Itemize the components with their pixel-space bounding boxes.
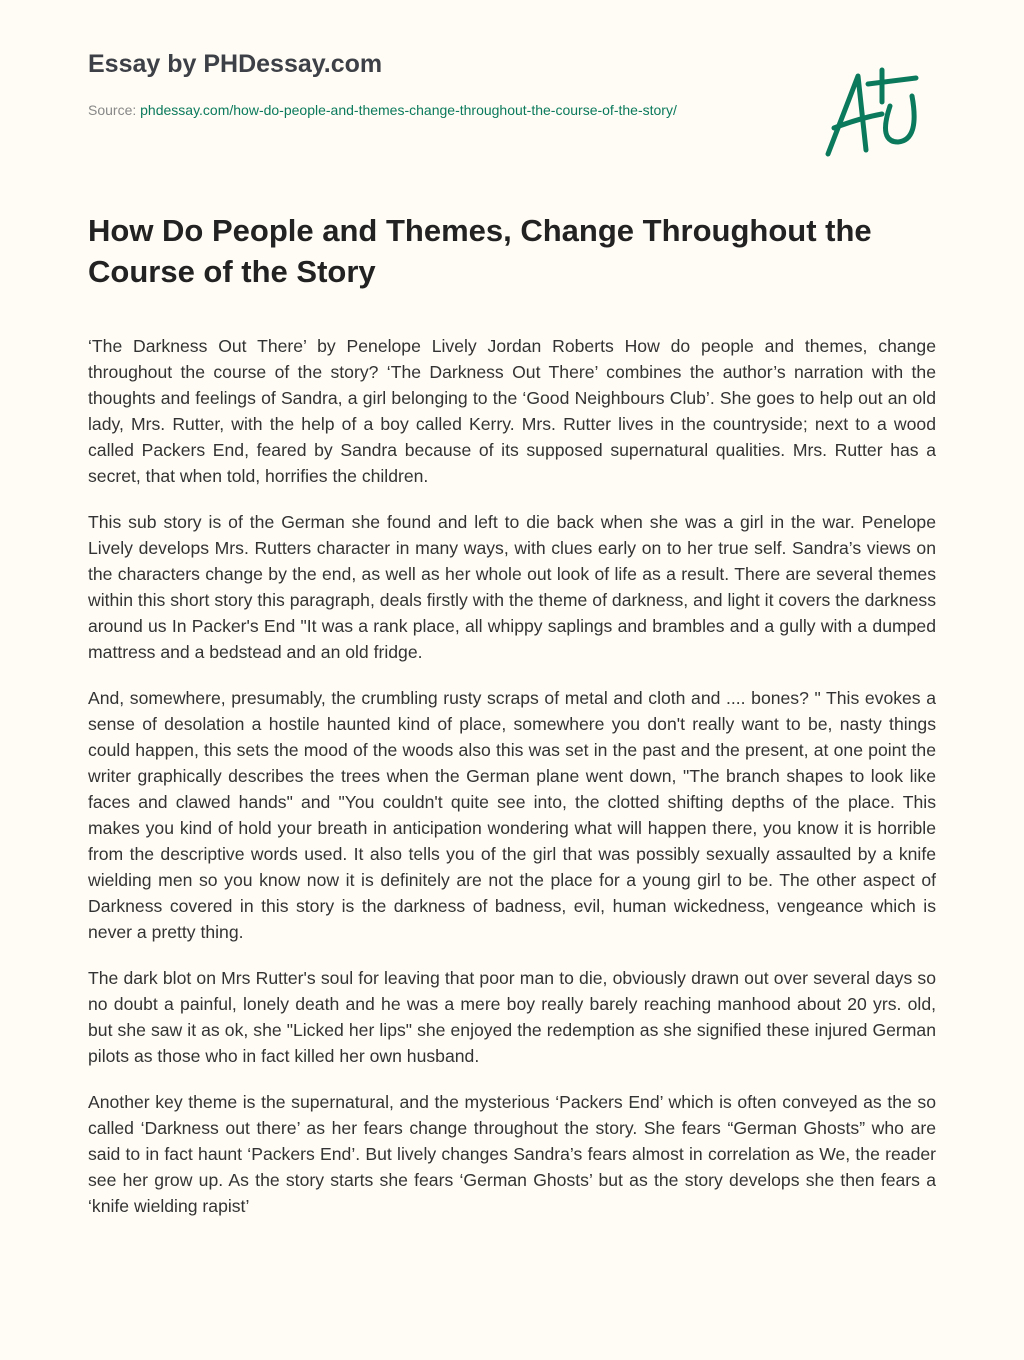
paragraph: Another key theme is the supernatural, and the mysterious ‘Packers End’ which is often conveyed as the so called ‘Darkness out there’ as her fears change throughout the story. She fears “German Ghosts” who are said to in fact haunt ‘Packers End’. But lively changes Sandra’s fears almost in correlation as We, the reader see her grow up. As the story starts she fears ‘German Ghosts’ but as the story develops she then fears a ‘knife wielding rapist’ xyxy=(88,1092,936,1216)
paragraph: And, somewhere, presumably, the crumbling rusty scraps of metal and cloth and .... bones? " This evokes a sense of desolation a hostile haunted kind of place, somewhere you don't really want to be, nasty things could happen, this sets the mood of the woods also this was set in the past and the present, at one point the writer graphically describes the trees when the German plane went down, "The branch shapes to look like faces and clawed hands" and "You couldn't quite see into, the clotted shifting depths of the place. This makes you kind of hold your breath in anticipation wondering what will happen there, you know it is horrible from the descriptive words used. It also tells you of the girl that was possibly sexually assaulted by a knife wielding men so you know now it is definitely are not the place for a young girl to be. The other aspect of Darkness covered in this story is the darkness of badness, evil, human wickedness, vengeance which is never a pretty thing. xyxy=(88,688,936,942)
a-plus-logo-icon xyxy=(820,62,930,162)
source-line xyxy=(88,100,788,121)
essay-body xyxy=(88,333,936,1316)
page-title: How Do People and Themes, Change Throughout the Course of the Story xyxy=(88,213,872,289)
source-link[interactable]: phdessay.com/how-do-people-and-themes-change-throughout-the-course-of-the-story/ xyxy=(140,102,677,118)
paragraph: The dark blot on Mrs Rutter's soul for leaving that poor man to die, obviously drawn out over several days so no doubt a painful, lonely death and he was a mere boy really barely reaching manhood about 20 yrs. old, but she saw it as ok, she "Licked her lips" she enjoyed the redemption as she signified these injured German pilots as those who in fact killed her own husband. xyxy=(88,968,936,1066)
paragraph: ‘The Darkness Out There’ by Penelope Lively Jordan Roberts How do people and themes, change throughout the course of the story? ‘The Darkness Out There’ combines the author’s narration with the thoughts and feelings of Sandra, a girl belonging to the ‘Good Neighbours Club’. She goes to help out an old lady, Mrs. Rutter, with the help of a boy called Kerry. Mrs. Rutter lives in the countryside; next to a wood called Packers End, feared by Sandra because of its supposed supernatural qualities. Mrs. Rutter has a secret, that when told, horrifies the children. xyxy=(88,336,936,486)
source-label: Source: xyxy=(88,102,141,118)
site-brand: Essay by PHDessay.com xyxy=(88,50,383,78)
paragraph: This sub story is of the German she found and left to die back when she was a girl in the war. Penelope Lively develops Mrs. Rutters character in many ways, with clues early on to her true self. Sandra’s views on the characters change by the end, as well as her whole out look of life as a result. There are several themes within this short story this paragraph, deals firstly with the theme of darkness, and light it covers the darkness around us In Packer's End "It was a rank place, all whippy saplings and brambles and a gully with a dumped mattress and a bedstead and an old fridge. xyxy=(88,512,936,662)
